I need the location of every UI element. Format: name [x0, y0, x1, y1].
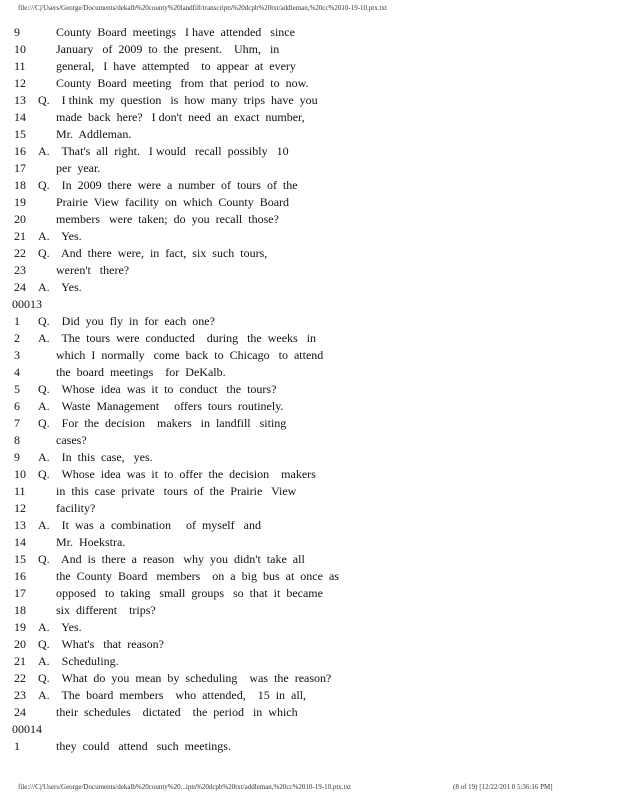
transcript-line: [0, 568, 618, 585]
line-text: per year.: [56, 161, 101, 175]
transcript-line: [0, 313, 618, 330]
transcript-line: [0, 75, 618, 92]
transcript-line: [0, 381, 618, 398]
page-marker: [0, 296, 618, 313]
transcript-line: [0, 619, 618, 636]
line-number: 23: [14, 688, 26, 702]
line-text: A. Yes.: [38, 620, 82, 634]
line-text: A. It was a combination of myself and: [38, 518, 261, 532]
line-number: 1: [14, 739, 20, 753]
line-text: Q. I think my question is how many trips have you: [38, 93, 318, 107]
transcript-line: [0, 347, 618, 364]
line-number: 16: [14, 569, 26, 583]
transcript-line: [0, 653, 618, 670]
line-text: County Board meeting from that period to now.: [56, 76, 309, 90]
line-number: 22: [14, 671, 26, 685]
transcript-line: [0, 194, 618, 211]
transcript-line: [0, 126, 618, 143]
transcript-line: [0, 585, 618, 602]
line-text: Prairie View facility on which County Board: [56, 195, 290, 209]
line-text: January of 2009 to the present. Uhm, in: [56, 42, 280, 56]
line-text: which I normally come back to Chicago to attend: [56, 348, 324, 362]
page-number: 00014: [12, 722, 42, 736]
line-number: 15: [14, 127, 26, 141]
transcript-line: [0, 330, 618, 347]
transcript-line: [0, 500, 618, 517]
transcript-line: [0, 415, 618, 432]
line-number: 19: [14, 195, 26, 209]
footer: [18, 783, 608, 791]
transcript-line: [0, 109, 618, 126]
footer-page-info: (8 of 19) [12/22/201 0 5:36:16 PM]: [453, 783, 553, 791]
line-number: 17: [14, 586, 26, 600]
transcript-line: [0, 160, 618, 177]
line-number: 12: [14, 501, 26, 515]
line-number: 14: [14, 535, 26, 549]
transcript-line: [0, 466, 618, 483]
line-text: Q. What do you mean by scheduling was the reason?: [38, 671, 332, 685]
line-text: A. That's all right. I would recall possibly 10: [38, 144, 289, 158]
line-text: Q. And there were, in fact, six such tours,: [38, 246, 268, 260]
line-text: Mr. Hoekstra.: [56, 535, 126, 549]
line-text: Q. In 2009 there were a number of tours of the: [38, 178, 298, 192]
line-text: Q. For the decision makers in landfill siting: [38, 416, 287, 430]
line-text: six different trips?: [56, 603, 156, 617]
line-number: 1: [14, 314, 20, 328]
line-text: they could attend such meetings.: [56, 739, 231, 753]
transcript-line: [0, 92, 618, 109]
line-number: 6: [14, 399, 20, 413]
line-text: County Board meetings I have attended since: [56, 25, 295, 39]
transcript-line: [0, 602, 618, 619]
line-text: in this case private tours of the Prairie View: [56, 484, 297, 498]
line-number: 22: [14, 246, 26, 260]
transcript-line: [0, 177, 618, 194]
line-number: 8: [14, 433, 20, 447]
transcript-line: [0, 670, 618, 687]
line-text: A. The tours were conducted during the weeks in: [38, 331, 317, 345]
transcript-line: [0, 738, 618, 755]
line-number: 14: [14, 110, 26, 124]
line-number: 4: [14, 365, 20, 379]
line-number: 7: [14, 416, 20, 430]
transcript-line: [0, 534, 618, 551]
line-number: 13: [14, 93, 26, 107]
transcript-line: [0, 24, 618, 41]
line-number: 21: [14, 654, 26, 668]
line-number: 3: [14, 348, 20, 362]
line-number: 20: [14, 212, 26, 226]
line-text: Q. Whose idea was it to conduct the tours?: [38, 382, 277, 396]
line-text: A. Waste Management offers tours routinely.: [38, 399, 284, 413]
line-text: facility?: [56, 501, 96, 515]
line-number: 2: [14, 331, 20, 345]
line-text: their schedules dictated the period in which: [56, 705, 298, 719]
line-number: 18: [14, 603, 26, 617]
line-number: 5: [14, 382, 20, 396]
line-text: A. The board members who attended, 15 in all,: [38, 688, 307, 702]
transcript-line: [0, 704, 618, 721]
transcript-line: [0, 551, 618, 568]
transcript-line: [0, 483, 618, 500]
transcript-line: [0, 398, 618, 415]
transcript-line: [0, 449, 618, 466]
line-text: opposed to taking small groups so that it became: [56, 586, 323, 600]
line-number: 24: [14, 705, 26, 719]
line-number: 11: [14, 484, 26, 498]
line-text: the board meetings for DeKalb.: [56, 365, 226, 379]
line-number: 9: [14, 25, 20, 39]
transcript-line: [0, 228, 618, 245]
transcript-line: [0, 143, 618, 160]
line-text: Q. And is there a reason why you didn't take all: [38, 552, 305, 566]
line-number: 16: [14, 144, 26, 158]
transcript-line: [0, 58, 618, 75]
line-number: 19: [14, 620, 26, 634]
transcript-line: [0, 636, 618, 653]
page-marker: [0, 721, 618, 738]
transcript-line: [0, 517, 618, 534]
line-number: 24: [14, 280, 26, 294]
line-number: 9: [14, 450, 20, 464]
line-text: Q. What's that reason?: [38, 637, 164, 651]
line-number: 15: [14, 552, 26, 566]
header-file-url: file:///C|/Users/George/Documents/dekalb%20county%20landfill/transcripts%20dcpb%20txt/addleman,%20cc%2010-19-10.ptx.txt: [18, 4, 387, 12]
line-text: A. Scheduling.: [38, 654, 119, 668]
line-text: A. In this case, yes.: [38, 450, 153, 464]
transcript-line: [0, 364, 618, 381]
line-number: 11: [14, 59, 26, 73]
line-number: 17: [14, 161, 26, 175]
line-number: 13: [14, 518, 26, 532]
line-text: the County Board members on a big bus at once as: [56, 569, 339, 583]
line-text: A. Yes.: [38, 229, 82, 243]
line-text: Mr. Addleman.: [56, 127, 132, 141]
line-text: members were taken; do you recall those?: [56, 212, 279, 226]
footer-file-path: file:///C|/Users/George/Documents/dekalb%20county%20...ipts%20dcpb%20txt/addleman,%20cc%2010-19-10.ptx.txt: [18, 783, 351, 791]
line-text: made back here? I don't need an exact number,: [56, 110, 305, 124]
page-number: 00013: [12, 297, 42, 311]
line-number: 23: [14, 263, 26, 277]
line-text: general, I have attempted to appear at every: [56, 59, 296, 73]
line-number: 20: [14, 637, 26, 651]
transcript-line: [0, 432, 618, 449]
line-text: weren't there?: [56, 263, 130, 277]
line-text: cases?: [56, 433, 87, 447]
transcript-line: [0, 687, 618, 704]
transcript-line: [0, 262, 618, 279]
transcript-line: [0, 245, 618, 262]
line-number: 18: [14, 178, 26, 192]
line-text: Q. Did you fly in for each one?: [38, 314, 215, 328]
line-text: Q. Whose idea was it to offer the decision makers: [38, 467, 316, 481]
line-number: 10: [14, 467, 26, 481]
line-number: 12: [14, 76, 26, 90]
line-number: 21: [14, 229, 26, 243]
transcript-line: [0, 41, 618, 58]
transcript-line: [0, 279, 618, 296]
transcript-line: [0, 211, 618, 228]
line-text: A. Yes.: [38, 280, 82, 294]
line-number: 10: [14, 42, 26, 56]
transcript-body: [0, 24, 618, 755]
